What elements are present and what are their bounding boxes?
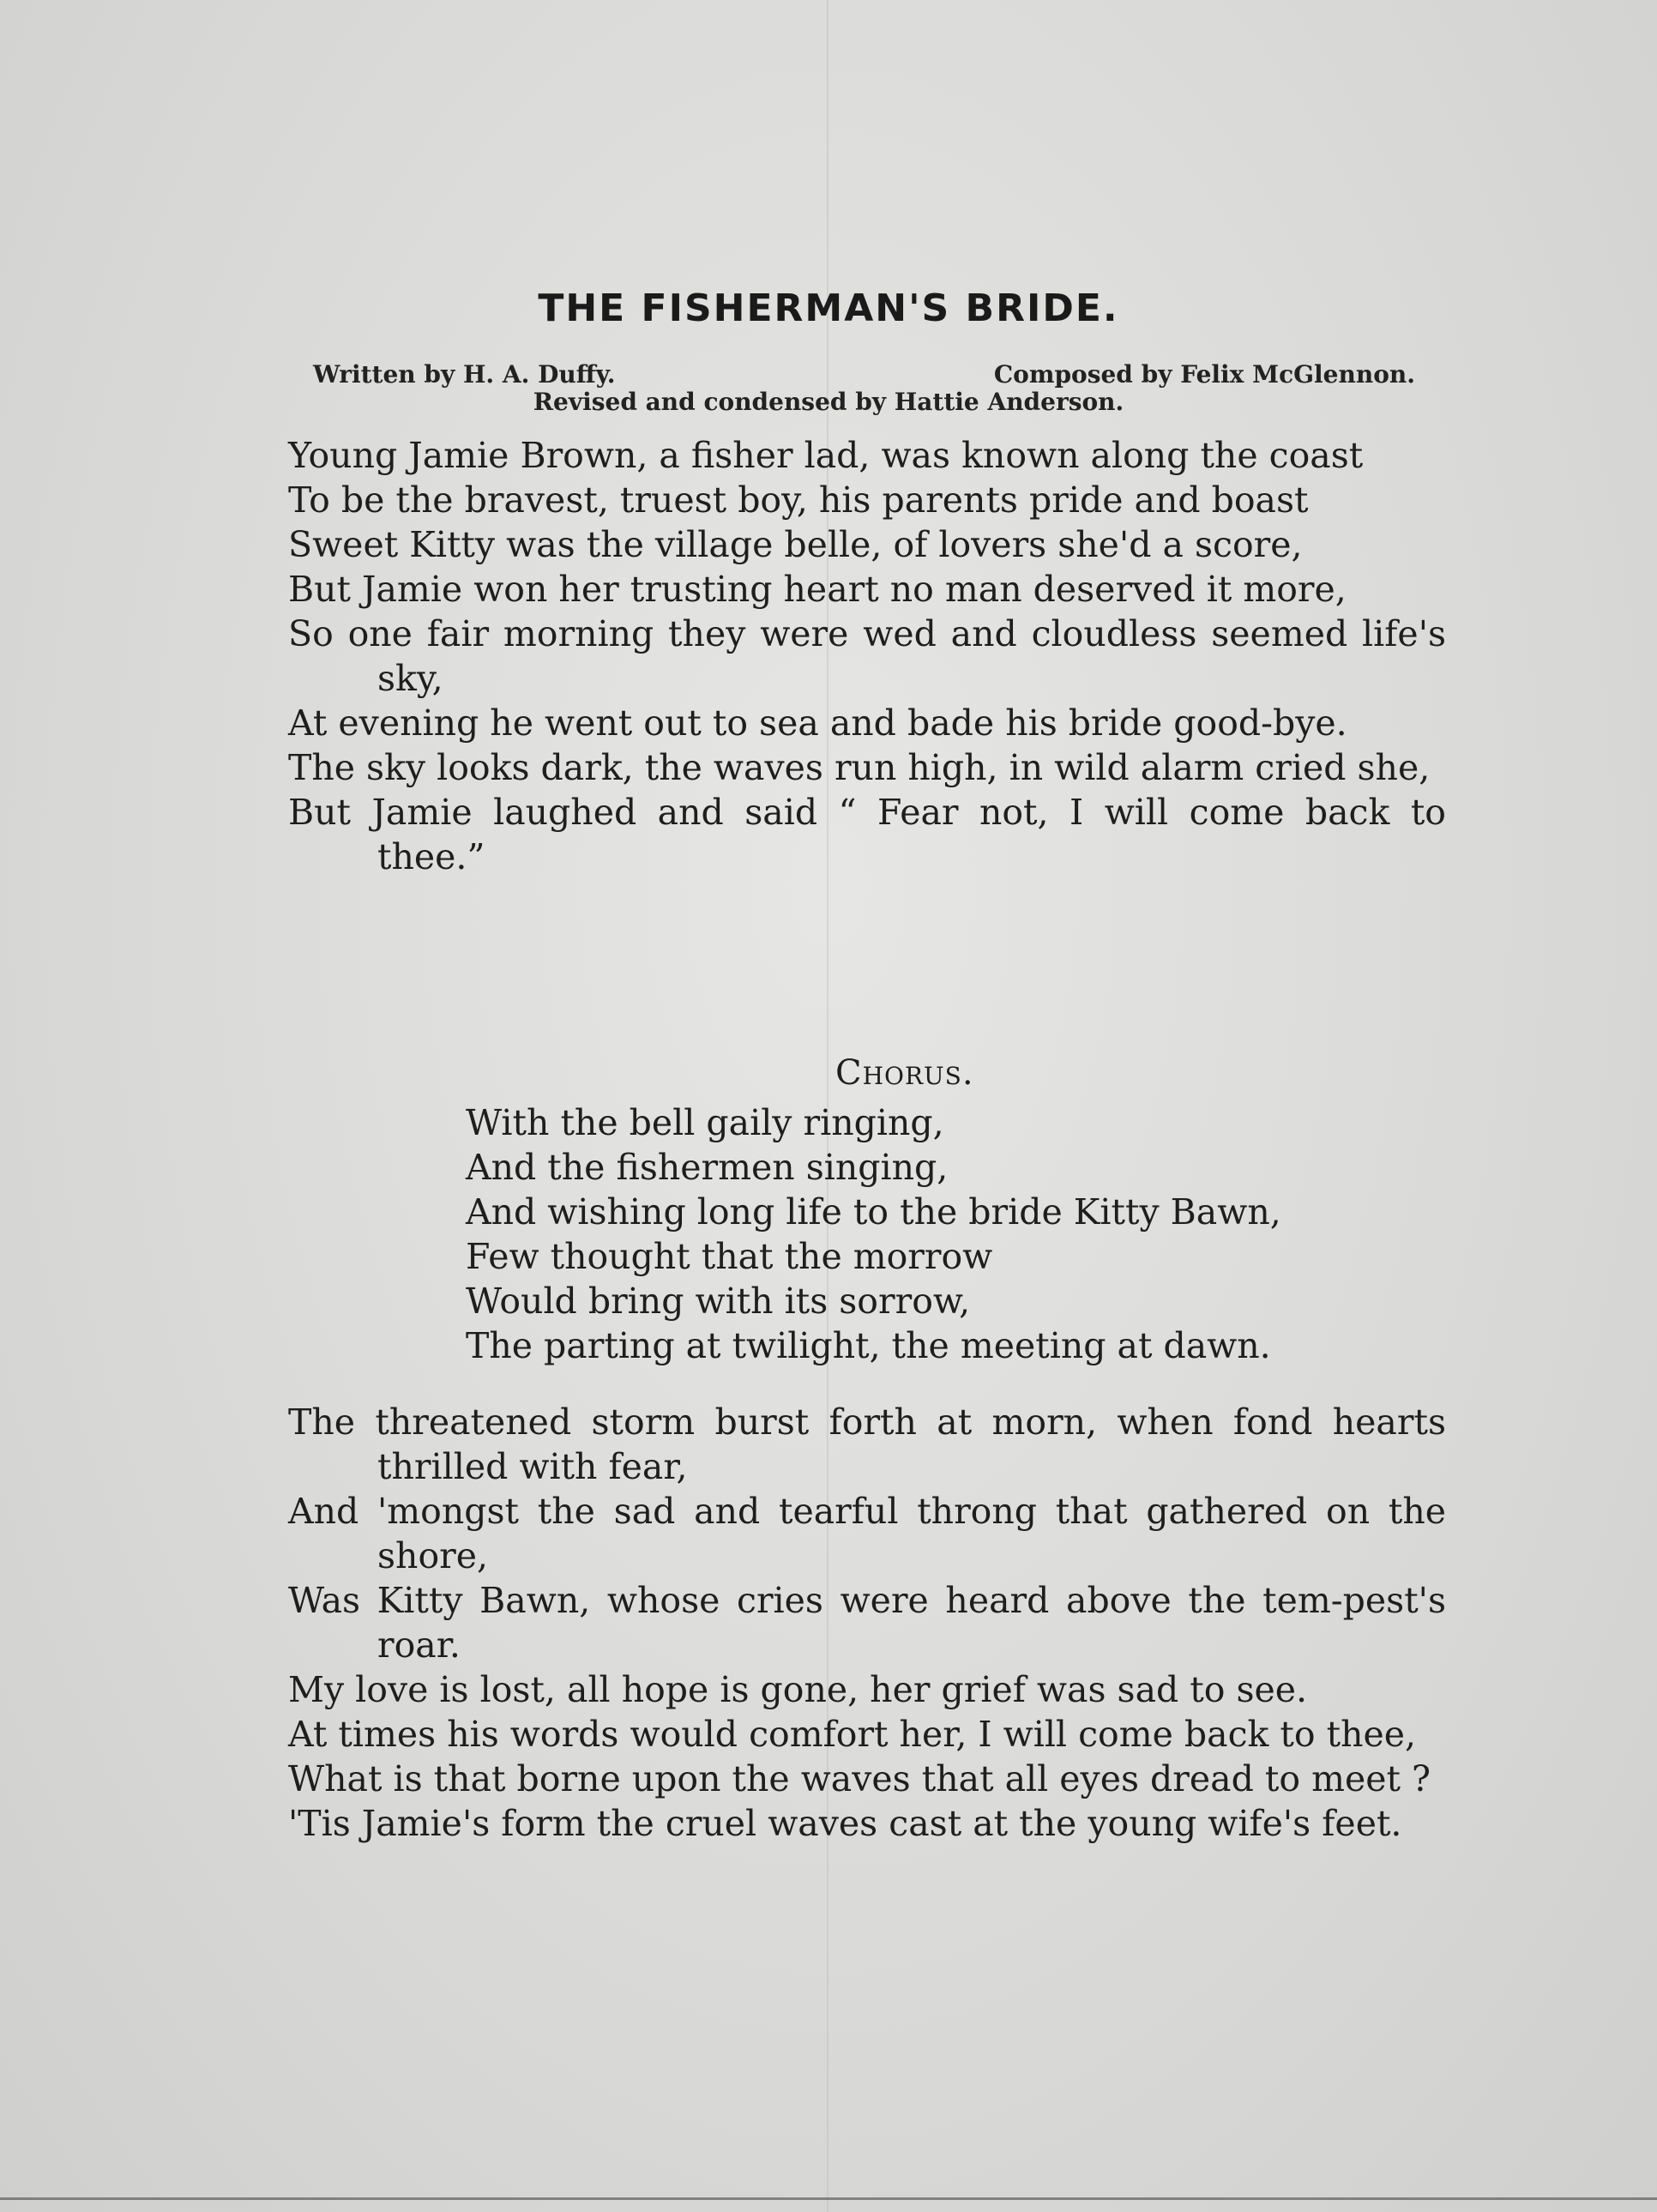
song-title: THE FISHERMAN'S BRIDE. [538,286,1119,330]
chorus-line: Few thought that the morrow [466,1236,993,1277]
chorus-line: With the bell gaily ringing, [466,1102,944,1143]
verse-line: So one fair morning they were wed and cloudless seemed life's sky, [288,613,1446,699]
verse-line: 'Tis Jamie's form the cruel waves cast at the young wife's feet. [288,1803,1402,1844]
composed-by-credit: Composed by Felix McGlennon. [993,360,1415,389]
written-by-credit: Written by H. A. Duffy. [313,360,616,389]
verse-line: But Jamie laughed and said “ Fear not, I will come back to thee.” [288,792,1446,877]
verse-line: Was Kitty Bawn, whose cries were heard above the tem-pest's roar. [288,1580,1446,1666]
verse-line: Sweet Kitty was the village belle, of lovers she'd a score, [288,524,1303,565]
verse-two [288,1400,1446,1846]
verse-line: But Jamie won her trusting heart no man deserved it more, [288,569,1347,610]
verse-line: Young Jamie Brown, a fisher lad, was known along the coast [288,435,1364,476]
verse-line: The sky looks dark, the waves run high, in wild alarm cried she, [288,747,1431,788]
chorus-heading: Chorus. [835,1053,974,1093]
verse-line: The threatened storm burst forth at morn, when fond hearts thrilled with fear, [288,1401,1446,1487]
verse-line: And 'mongst the sad and tearful throng that gathered on the shore, [288,1491,1446,1576]
chorus-line: And the fishermen singing, [466,1147,949,1188]
verse-line: My love is lost, all hope is gone, her grief was sad to see. [288,1669,1308,1710]
verse-line: At times his words would comfort her, I will come back to thee, [288,1714,1417,1755]
page-bottom-edge [0,2197,1657,2200]
chorus [466,1100,1452,1368]
revised-by-credit: Revised and condensed by Hattie Anderson. [533,388,1124,416]
chorus-line: Would bring with its sorrow, [466,1281,971,1322]
verse-line: What is that borne upon the waves that all eyes dread to meet ? [288,1758,1431,1799]
chorus-line: And wishing long life to the bride Kitty Bawn, [466,1191,1281,1233]
chorus-line: The parting at twilight, the meeting at dawn. [466,1325,1271,1366]
verse-line: At evening he went out to sea and bade his bride good-bye. [288,702,1347,744]
verse-one [288,433,1446,879]
verse-line: To be the bravest, truest boy, his parents pride and boast [288,479,1309,521]
